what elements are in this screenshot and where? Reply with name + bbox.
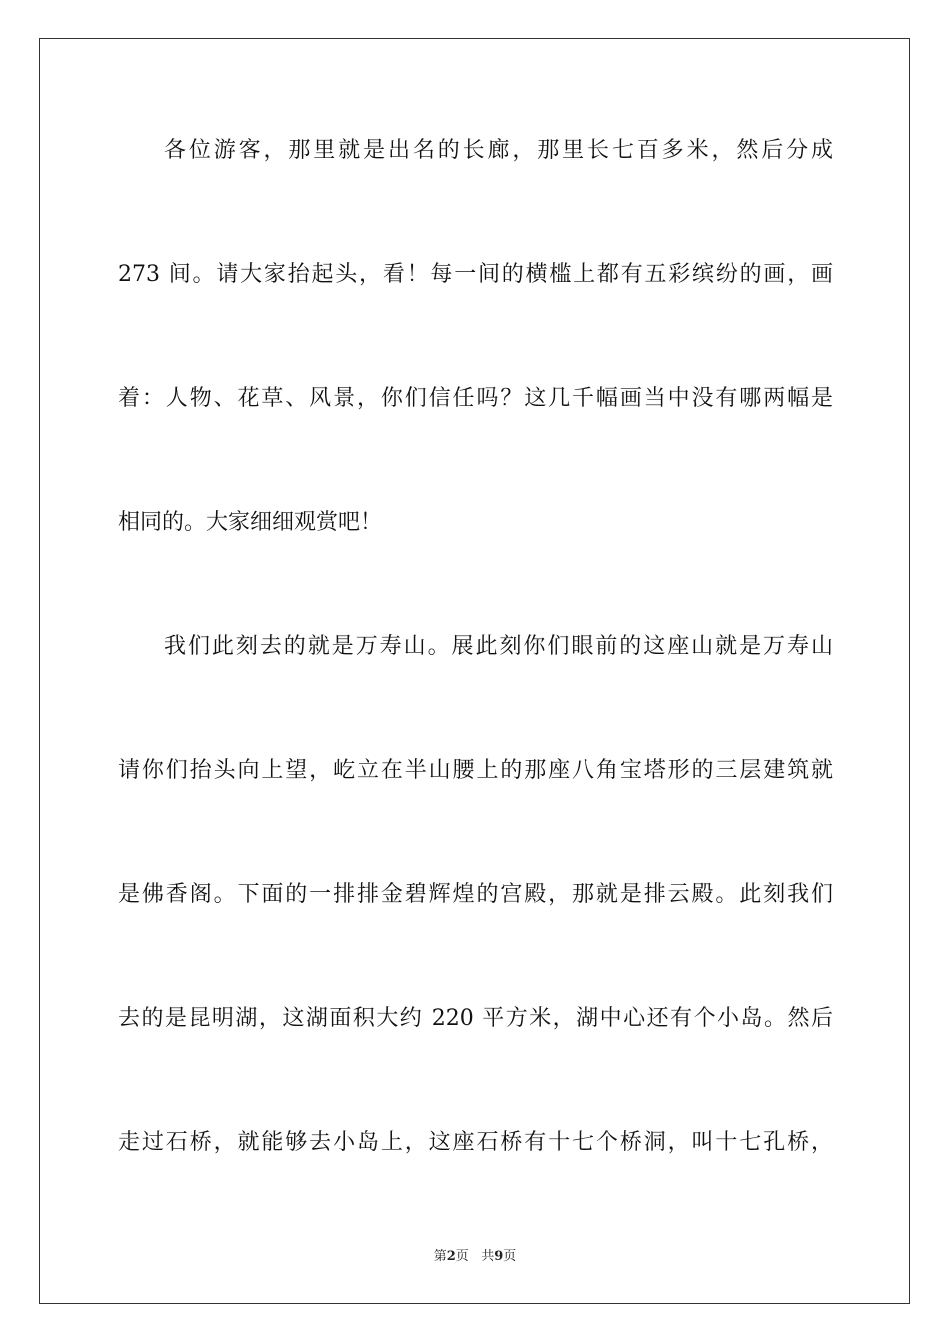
text-line: 走过石桥，就能够去小岛上，这座石桥有十七个桥洞，叫十七孔桥， <box>118 1130 833 1155</box>
footer-total-prefix: 共 <box>481 1249 495 1264</box>
text-line: 请你们抬头向上望，屹立在半山腰上的那座八角宝塔形的三层建筑就 <box>118 758 833 783</box>
footer-page-number: 2 <box>446 1249 456 1264</box>
text-line: 相同的。大家细细观赏吧！ <box>118 510 383 535</box>
text-line: 去的是昆明湖，这湖面积大约 220 平方米，湖中心还有个小岛。然后 <box>118 1006 833 1031</box>
footer-total-pages: 9 <box>494 1249 504 1264</box>
text-line: 我们此刻去的就是万寿山。展此刻你们眼前的这座山就是万寿山 <box>164 634 833 659</box>
page-footer <box>0 1248 950 1266</box>
page-frame <box>39 38 910 1304</box>
text-line: 各位游客，那里就是出名的长廊，那里长七百多米，然后分成 <box>164 138 833 163</box>
footer-total-suffix: 页 <box>503 1249 517 1264</box>
text-line: 是佛香阁。下面的一排排金碧辉煌的宫殿，那就是排云殿。此刻我们 <box>118 882 833 907</box>
footer-page-suffix: 页 <box>455 1249 469 1264</box>
text-line: 着：人物、花草、风景，你们信任吗？这几千幅画当中没有哪两幅是 <box>118 386 833 411</box>
text-line: 273 间。请大家抬起头，看！每一间的横槛上都有五彩缤纷的画，画 <box>118 262 833 287</box>
footer-page-prefix: 第 <box>433 1249 447 1264</box>
